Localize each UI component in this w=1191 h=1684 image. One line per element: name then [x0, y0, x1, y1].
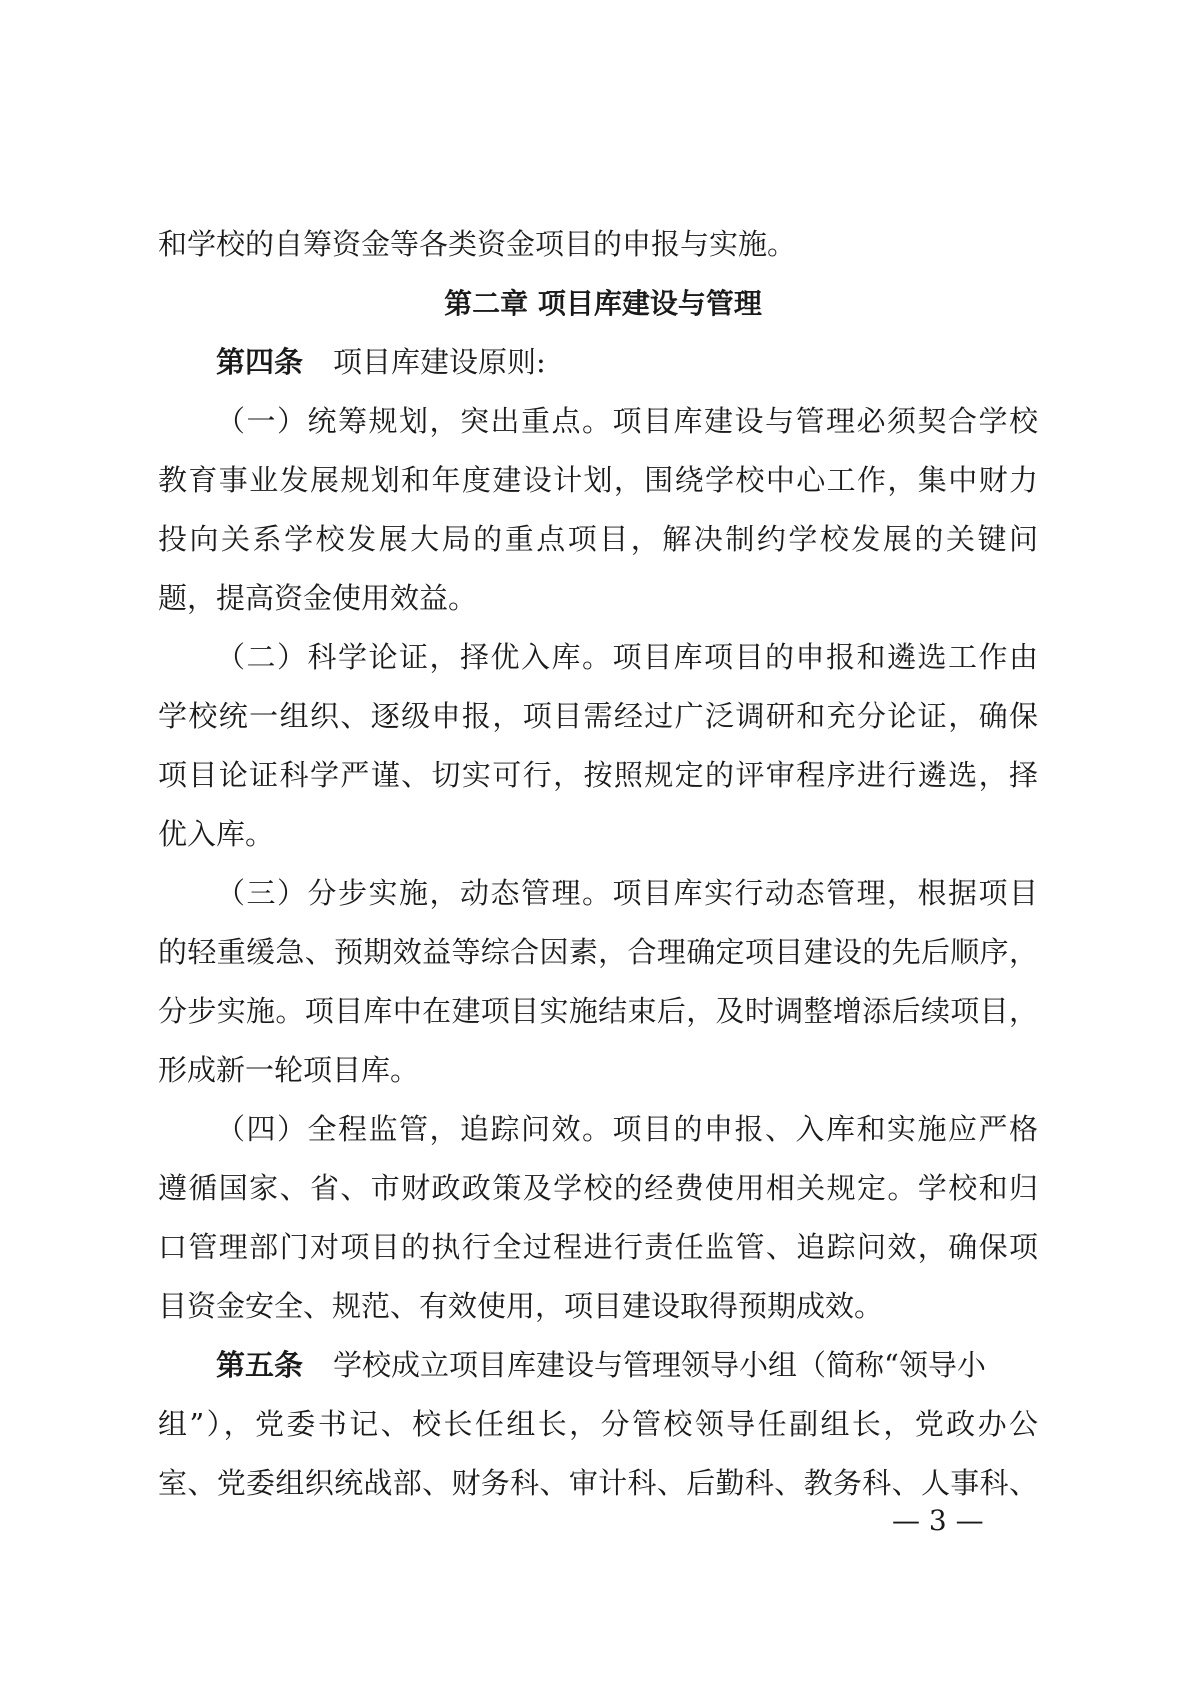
clause-2-line: （二）科学论证，择优入库。项目库项目的申报和遴选工作由	[216, 640, 1038, 674]
clause-2-line: 优入库。	[158, 817, 275, 851]
text-line: 和学校的自筹资金等各类资金项目的申报与实施。	[158, 227, 797, 261]
clause-4-line: 口管理部门对项目的执行全过程进行责任监管、追踪问效，确保项	[158, 1230, 1038, 1264]
body-text	[158, 215, 1038, 1513]
article-5-label: 第五条	[216, 1348, 304, 1382]
clause-1-line: 教育事业发展规划和年度建设计划，围绕学校中心工作，集中财力	[158, 463, 1038, 497]
clause-2-line: 项目论证科学严谨、切实可行，按照规定的评审程序进行遴选，择	[158, 758, 1038, 792]
clause-1-line: （一）统筹规划，突出重点。项目库建设与管理必须契合学校	[216, 404, 1038, 438]
clause-2-line: 学校统一组织、逐级申报，项目需经过广泛调研和充分论证，确保	[158, 699, 1038, 733]
page-number: — 3 —	[892, 1504, 984, 1537]
clause-3-line: 形成新一轮项目库。	[158, 1053, 420, 1087]
clause-1-line: 题，提高资金使用效益。	[158, 581, 478, 615]
article-4-label: 第四条	[216, 345, 304, 379]
article-5-line: 室、党委组织统战部、财务科、审计科、后勤科、教务科、人事科、	[158, 1466, 1038, 1500]
clause-4-line: （四）全程监管，追踪问效。项目的申报、入库和实施应严格	[216, 1112, 1038, 1146]
clause-3-line: （三）分步实施，动态管理。项目库实行动态管理，根据项目	[216, 876, 1038, 910]
chapter-title: 第二章 项目库建设与管理	[444, 287, 762, 320]
article-5-text: 学校成立项目库建设与管理领导小组（简称“领导小	[333, 1348, 986, 1382]
clause-3-line: 的轻重缓急、预期效益等综合因素，合理确定项目建设的先后顺序，	[158, 935, 1038, 969]
article-5-line	[158, 1336, 1038, 1395]
clause-1-line: 投向关系学校发展大局的重点项目，解决制约学校发展的关键问	[158, 522, 1038, 556]
article-4-heading	[158, 333, 1038, 392]
clause-4-line: 遵循国家、省、市财政政策及学校的经费使用相关规定。学校和归	[158, 1171, 1038, 1205]
clause-3-line: 分步实施。项目库中在建项目实施结束后，及时调整增添后续项目，	[158, 994, 1038, 1028]
article-5-line: 组”），党委书记、校长任组长，分管校领导任副组长，党政办公	[158, 1407, 1038, 1441]
clause-4-line: 目资金安全、规范、有效使用，项目建设取得预期成效。	[158, 1289, 884, 1323]
article-4-text: 项目库建设原则:	[333, 345, 546, 379]
